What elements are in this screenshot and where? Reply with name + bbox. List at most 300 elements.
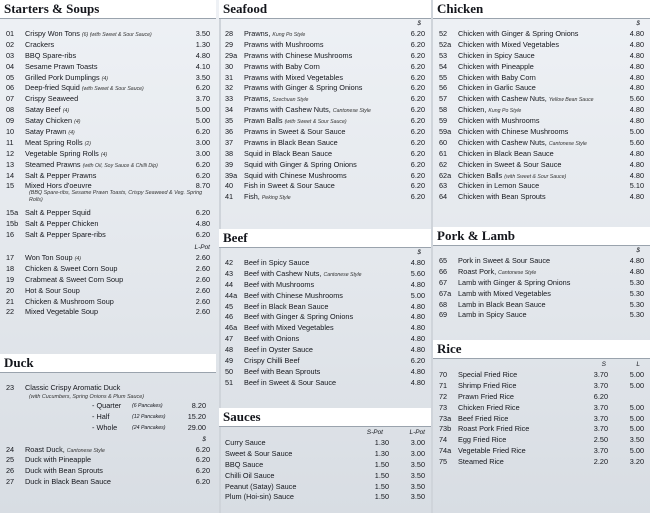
item-name <box>244 334 397 345</box>
menu-item <box>223 269 427 280</box>
item-number: 11 <box>6 137 14 147</box>
item-price: 8.70 <box>195 181 210 191</box>
item-number: 09 <box>6 116 15 126</box>
menu-item <box>437 192 646 203</box>
item-name-text: Roast Duck, <box>25 444 65 454</box>
section-header <box>0 0 216 19</box>
item-price: 2.60 <box>195 307 210 317</box>
item-number: 02 <box>6 39 15 49</box>
section-header <box>433 227 650 246</box>
item-name-text: Deep-fried Squid <box>25 83 80 93</box>
item-name-text: Steamed Prawns <box>25 159 81 169</box>
item-name-text: Prawns with Mushrooms <box>244 39 324 49</box>
item-number: 08 <box>6 105 15 115</box>
item-name-text: Hot & Sour Soup <box>25 285 80 295</box>
item-name-text: Prawns in Black Bean Sauce <box>244 137 338 147</box>
section-chicken <box>433 0 650 203</box>
soup-column-header: L-Pot <box>194 244 210 252</box>
section-header <box>219 229 431 248</box>
item-name-text: BBQ Sauce <box>225 459 264 469</box>
menu-item <box>437 381 646 392</box>
item-name <box>25 208 182 219</box>
item-price: 3.00 <box>195 148 210 158</box>
item-number: 31 <box>225 72 234 82</box>
menu-item <box>437 403 646 414</box>
item-name-text: Mixed Hors d'oeuvre <box>25 181 92 191</box>
menu-item <box>4 62 212 73</box>
item-price: 3.50 <box>195 72 210 82</box>
item-name-text: Grilled Pork Dumplings <box>25 72 100 82</box>
item-name-text: Chicken & Mushroom Soup <box>25 296 114 306</box>
item-number: 56 <box>439 83 448 93</box>
menu-item <box>223 460 427 471</box>
item-name <box>458 192 616 203</box>
item-price-large: 5.00 <box>629 446 644 456</box>
item-note: Peking Style <box>261 195 291 202</box>
menu-item <box>4 94 212 105</box>
item-price: 4.80 <box>629 83 644 93</box>
item-price: 4.80 <box>410 312 425 322</box>
item-name <box>25 297 182 308</box>
menu-item <box>223 438 427 449</box>
item-name <box>244 291 397 302</box>
item-price: 6.20 <box>410 170 425 180</box>
menu-item <box>437 94 646 105</box>
item-name <box>244 302 397 313</box>
item-number: 16 <box>6 230 15 240</box>
item-name <box>244 138 397 149</box>
menu-item <box>437 116 646 127</box>
menu-item <box>223 149 427 160</box>
menu-item <box>4 253 212 264</box>
item-price-large: 3.20 <box>629 457 644 467</box>
item-name-text: Beef with Onions <box>244 334 300 344</box>
item-name-text: Chicken with Pineapple <box>458 61 534 71</box>
item-name-text: Lamb in Spicy Sauce <box>458 310 527 320</box>
item-number: 43 <box>225 268 234 278</box>
item-number: 46 <box>225 312 234 322</box>
item-price: 4.80 <box>410 279 425 289</box>
menu-item <box>4 51 212 62</box>
item-name <box>25 230 182 241</box>
rice-small-header: S <box>601 361 606 368</box>
item-name <box>458 256 616 267</box>
item-number: 59 <box>439 116 448 126</box>
item-price: 4.80 <box>629 170 644 180</box>
menu-item <box>223 160 427 171</box>
item-price-small: 3.70 <box>593 380 608 390</box>
item-name-text: Sweet & Sour Sauce <box>225 448 293 458</box>
item-name <box>458 414 616 425</box>
section-title: Beef <box>223 230 248 245</box>
menu-item <box>223 192 427 203</box>
item-price: 4.80 <box>195 219 210 229</box>
item-note: (2) <box>84 140 91 147</box>
item-price: 6.20 <box>410 29 425 38</box>
item-price: 6.20 <box>195 230 210 240</box>
item-name-text: Chicken with Chinese Mushrooms <box>458 127 569 137</box>
item-price: 4.80 <box>629 192 644 202</box>
item-number: 26 <box>6 466 15 476</box>
item-name-text: Peanut (Satay) Sauce <box>225 481 297 491</box>
item-price: 3.00 <box>195 137 210 147</box>
section-header <box>433 340 650 359</box>
item-price: 2.60 <box>195 263 210 273</box>
item-price-large: 3.50 <box>410 481 425 491</box>
menu-item <box>4 219 212 230</box>
item-price: 5.60 <box>629 94 644 104</box>
menu-item <box>223 492 427 503</box>
item-note: (with Sweet & Sour Sauce) <box>81 86 144 93</box>
item-number: 33 <box>225 94 234 104</box>
rice-large-header: L <box>636 361 640 368</box>
menu-item <box>4 383 212 394</box>
menu-item <box>437 424 646 435</box>
item-name <box>458 62 616 73</box>
item-name <box>25 264 182 275</box>
item-note: Szechuan Style <box>272 97 309 104</box>
item-number: 72 <box>439 391 448 401</box>
item-name <box>244 83 397 94</box>
portion-name: - Whole <box>92 422 118 432</box>
section-beef <box>219 229 431 389</box>
item-name-text: Satay Prawn <box>25 127 67 137</box>
menu-item <box>223 181 427 192</box>
item-name-text: Vegetable Fried Rice <box>458 446 526 456</box>
item-name-text: Prawns, <box>244 94 271 104</box>
item-name <box>244 127 397 138</box>
item-price: 6.20 <box>195 477 210 487</box>
item-price: 4.80 <box>629 61 644 71</box>
item-note: Cantonese Style <box>323 271 362 278</box>
menu-item <box>437 446 646 457</box>
item-price: 6.20 <box>195 170 210 180</box>
portion-price: 15.20 <box>187 411 206 421</box>
item-name-text: Duck with Pineapple <box>25 455 92 465</box>
item-note: Cantonese Style <box>548 140 587 147</box>
item-price: 3.50 <box>195 29 210 38</box>
menu-item <box>223 62 427 73</box>
item-name <box>458 149 616 160</box>
menu-item <box>437 392 646 403</box>
item-price: 4.80 <box>410 258 425 267</box>
item-name-text: Chicken in Black Bean Sauce <box>458 148 554 158</box>
portion-name: - Half <box>92 411 110 421</box>
menu-item <box>4 445 212 456</box>
item-name <box>458 446 616 457</box>
item-price: 5.00 <box>410 290 425 300</box>
item-name <box>25 181 182 192</box>
item-price: 6.20 <box>195 444 210 454</box>
item-name <box>244 40 397 51</box>
item-name <box>25 477 182 488</box>
item-price-small: 1.50 <box>374 492 389 502</box>
duck-portion <box>4 423 212 434</box>
item-name <box>458 278 616 289</box>
item-number: 71 <box>439 380 448 390</box>
item-name-text: Chilli Oil Sauce <box>225 470 275 480</box>
item-name-text: Roast Pork, <box>458 266 497 276</box>
menu-item <box>223 312 427 323</box>
item-number: 66 <box>439 266 448 276</box>
item-note: (6) (with Sweet & Sour Sauce) <box>81 32 152 38</box>
item-name-text: Chicken & Sweet Corn Soup <box>25 263 118 273</box>
item-price: 6.20 <box>410 192 425 202</box>
item-number: 60 <box>439 137 448 147</box>
menu-item <box>437 267 646 278</box>
item-name-text: Satay Beef <box>25 105 61 115</box>
item-price-small: 3.70 <box>593 446 608 456</box>
item-name-text: Beef in Spicy Sauce <box>244 258 310 267</box>
item-price-small: 3.70 <box>593 424 608 434</box>
item-number: 06 <box>6 83 15 93</box>
item-number: 74 <box>439 435 448 445</box>
menu-item <box>223 291 427 302</box>
item-name-text: Prawns with Mixed Vegetables <box>244 72 343 82</box>
item-name-text: Prawns with Cashew Nuts, <box>244 105 331 115</box>
item-number: 27 <box>6 477 15 487</box>
item-name-text: Squid with Chinese Mushrooms <box>244 170 347 180</box>
item-number: 19 <box>6 274 15 284</box>
item-price-small: 2.20 <box>593 457 608 467</box>
item-price: 6.20 <box>410 39 425 49</box>
item-number: 22 <box>6 307 15 317</box>
currency-header: $ <box>417 20 421 27</box>
item-number: 36 <box>225 127 234 137</box>
item-name-text: Salt & Pepper Squid <box>25 208 91 218</box>
item-price-large: 3.00 <box>410 448 425 458</box>
menu-item <box>223 378 427 389</box>
item-price: 2.60 <box>195 285 210 295</box>
item-price: 4.80 <box>629 256 644 265</box>
item-name-text: Chicken with Mushrooms <box>458 116 540 126</box>
item-number: 18 <box>6 263 15 273</box>
item-name <box>458 392 616 403</box>
item-number: 46a <box>225 323 238 333</box>
item-number: 62a <box>439 170 452 180</box>
menu-item <box>4 286 212 297</box>
item-price: 4.80 <box>410 301 425 311</box>
section-title: Chicken <box>437 1 484 16</box>
item-number: 63 <box>439 181 448 191</box>
menu-item <box>4 230 212 241</box>
section-pork-lamb <box>433 227 650 321</box>
item-number: 58 <box>439 105 448 115</box>
item-name-text: Plum (Hoi-sin) Sauce <box>225 492 294 502</box>
item-name <box>244 171 397 182</box>
section-title: Rice <box>437 341 462 356</box>
item-number: 70 <box>439 370 448 379</box>
menu-item <box>4 181 212 192</box>
item-price: 6.20 <box>410 181 425 191</box>
item-name-text: Won Ton Soup <box>25 253 73 263</box>
item-price-large: 5.00 <box>629 402 644 412</box>
item-name-text: Fish, <box>244 192 260 202</box>
item-price-large: 5.00 <box>629 413 644 423</box>
item-price-large: 5.00 <box>629 424 644 434</box>
item-number: 51 <box>225 377 234 387</box>
item-name-text: Squid in Black Bean Sauce <box>244 148 333 158</box>
menu-item <box>223 105 427 116</box>
item-name-text: Lamb in Black Bean Sauce <box>458 299 546 309</box>
menu-item <box>437 51 646 62</box>
section-rice <box>433 340 650 468</box>
item-price: 2.60 <box>195 253 210 263</box>
menu-item <box>4 127 212 138</box>
menu-item <box>437 105 646 116</box>
item-number: 29 <box>225 39 234 49</box>
item-name <box>25 286 182 297</box>
item-price: 5.30 <box>629 277 644 287</box>
menu-item <box>437 435 646 446</box>
item-number: 44a <box>225 290 238 300</box>
item-number: 20 <box>6 285 15 295</box>
item-number: 24 <box>6 444 15 454</box>
item-name <box>458 160 616 171</box>
menu-item <box>223 73 427 84</box>
item-name-text: Chicken in Sweet & Sour Sauce <box>458 159 562 169</box>
item-name-text: Prawn Fried Rice <box>458 391 514 401</box>
menu-item <box>223 83 427 94</box>
item-number: 57 <box>439 94 448 104</box>
section-seafood <box>219 0 431 203</box>
currency-header: $ <box>636 247 640 254</box>
item-price: 6.20 <box>410 127 425 137</box>
menu-item <box>223 356 427 367</box>
item-name <box>225 449 397 460</box>
item-name <box>244 323 397 334</box>
menu-item <box>223 471 427 482</box>
item-price-small: 6.20 <box>593 391 608 401</box>
menu-item <box>223 116 427 127</box>
portion-note: (12 Pancakes) <box>132 413 166 420</box>
item-number: 03 <box>6 50 15 60</box>
item-price: 6.20 <box>410 356 425 366</box>
item-price-large: 3.50 <box>410 459 425 469</box>
item-price: 6.20 <box>410 94 425 104</box>
item-price: 1.30 <box>195 39 210 49</box>
menu-item <box>437 40 646 51</box>
section-starters <box>0 0 216 318</box>
menu-item <box>437 127 646 138</box>
item-name-text: Sesame Prawn Toasts <box>25 61 98 71</box>
item-number: 73a <box>439 413 452 423</box>
item-price: 6.20 <box>195 208 210 218</box>
item-number: 10 <box>6 127 15 137</box>
item-name-text: BBQ Spare-ribs <box>25 50 77 60</box>
portion-name: - Quarter <box>92 400 122 410</box>
item-name <box>458 83 616 94</box>
currency-header: $ <box>636 20 640 27</box>
item-price: 4.80 <box>629 39 644 49</box>
item-name-text: Chicken with Bean Sprouts <box>458 192 546 202</box>
item-name <box>25 94 182 105</box>
item-price-large: 5.00 <box>629 380 644 390</box>
item-name <box>244 160 397 171</box>
item-number: 44 <box>225 279 234 289</box>
item-price: 4.80 <box>629 116 644 126</box>
item-name <box>458 457 616 468</box>
item-name <box>458 51 616 62</box>
item-name <box>25 275 182 286</box>
item-note: (with Sweet & Sour Sauce) <box>284 119 347 126</box>
item-name <box>244 378 397 389</box>
menu-item <box>223 127 427 138</box>
item-name <box>458 310 616 321</box>
item-name <box>225 471 397 482</box>
menu-item <box>4 477 212 488</box>
item-name <box>244 280 397 291</box>
currency-header: $ <box>417 249 421 256</box>
item-name-text: Prawn Balls <box>244 116 283 126</box>
item-name <box>25 171 182 182</box>
item-number: 21 <box>6 296 15 306</box>
item-price: 4.80 <box>629 105 644 115</box>
item-price-small: 2.50 <box>593 435 608 445</box>
item-note: (BBQ Spare-ribs, Sesame Prawn Toasts, Crispy Seaweed & Veg. Spring Rolls) <box>29 190 203 204</box>
item-number: 52a <box>439 39 452 49</box>
item-price-small: 1.50 <box>374 459 389 469</box>
menu-item <box>437 457 646 468</box>
sauce-small-header: S-Pot <box>366 429 383 436</box>
item-price: 6.20 <box>410 116 425 126</box>
item-name-text: Beef in Sweet & Sour Sauce <box>244 377 337 387</box>
item-number: 54 <box>439 61 448 71</box>
item-number: 74a <box>439 446 452 456</box>
item-number: 14 <box>6 170 15 180</box>
item-name-text: Salt & Pepper Spare-ribs <box>25 230 106 240</box>
item-number: 61 <box>439 148 448 158</box>
item-number: 59a <box>439 127 452 137</box>
item-price: 4.10 <box>195 61 210 71</box>
item-price: 6.20 <box>195 83 210 93</box>
item-price-large: 3.50 <box>629 435 644 445</box>
item-name-text: Lamb with Mixed Vegetables <box>458 288 551 298</box>
item-name <box>458 127 616 138</box>
item-note: (4) <box>74 256 81 263</box>
item-name-text: Chicken with Mixed Vegetables <box>458 39 559 49</box>
menu-item <box>437 256 646 267</box>
item-price: 5.10 <box>629 181 644 191</box>
menu-item <box>4 297 212 308</box>
item-note: Kung Po Style <box>488 108 522 115</box>
item-number: 12 <box>6 148 15 158</box>
portion-price: 29.00 <box>187 422 206 432</box>
menu-item <box>223 302 427 313</box>
item-number: 67a <box>439 288 452 298</box>
item-price: 4.80 <box>195 50 210 60</box>
item-name <box>458 289 616 300</box>
item-price: 4.80 <box>410 366 425 376</box>
item-note: Cantonese Style <box>66 447 105 454</box>
item-number: 53 <box>439 50 448 60</box>
item-name <box>244 73 397 84</box>
menu-item <box>437 149 646 160</box>
portion-note: (24 Pancakes) <box>132 424 166 431</box>
item-name-text: Beef with Cashew Nuts, <box>244 268 322 278</box>
item-price: 6.20 <box>410 137 425 147</box>
item-name-text: Crispy Chilli Beef <box>244 356 300 366</box>
item-number: 42 <box>225 258 234 267</box>
item-number: 49 <box>225 356 234 366</box>
item-number: 68 <box>439 299 448 309</box>
menu-item <box>4 116 212 127</box>
menu-item <box>437 370 646 381</box>
menu-item <box>4 160 212 171</box>
section-header <box>219 408 431 427</box>
item-name-text: Meat Spring Rolls <box>25 137 83 147</box>
item-name-text: Salt & Pepper Chicken <box>25 219 99 229</box>
